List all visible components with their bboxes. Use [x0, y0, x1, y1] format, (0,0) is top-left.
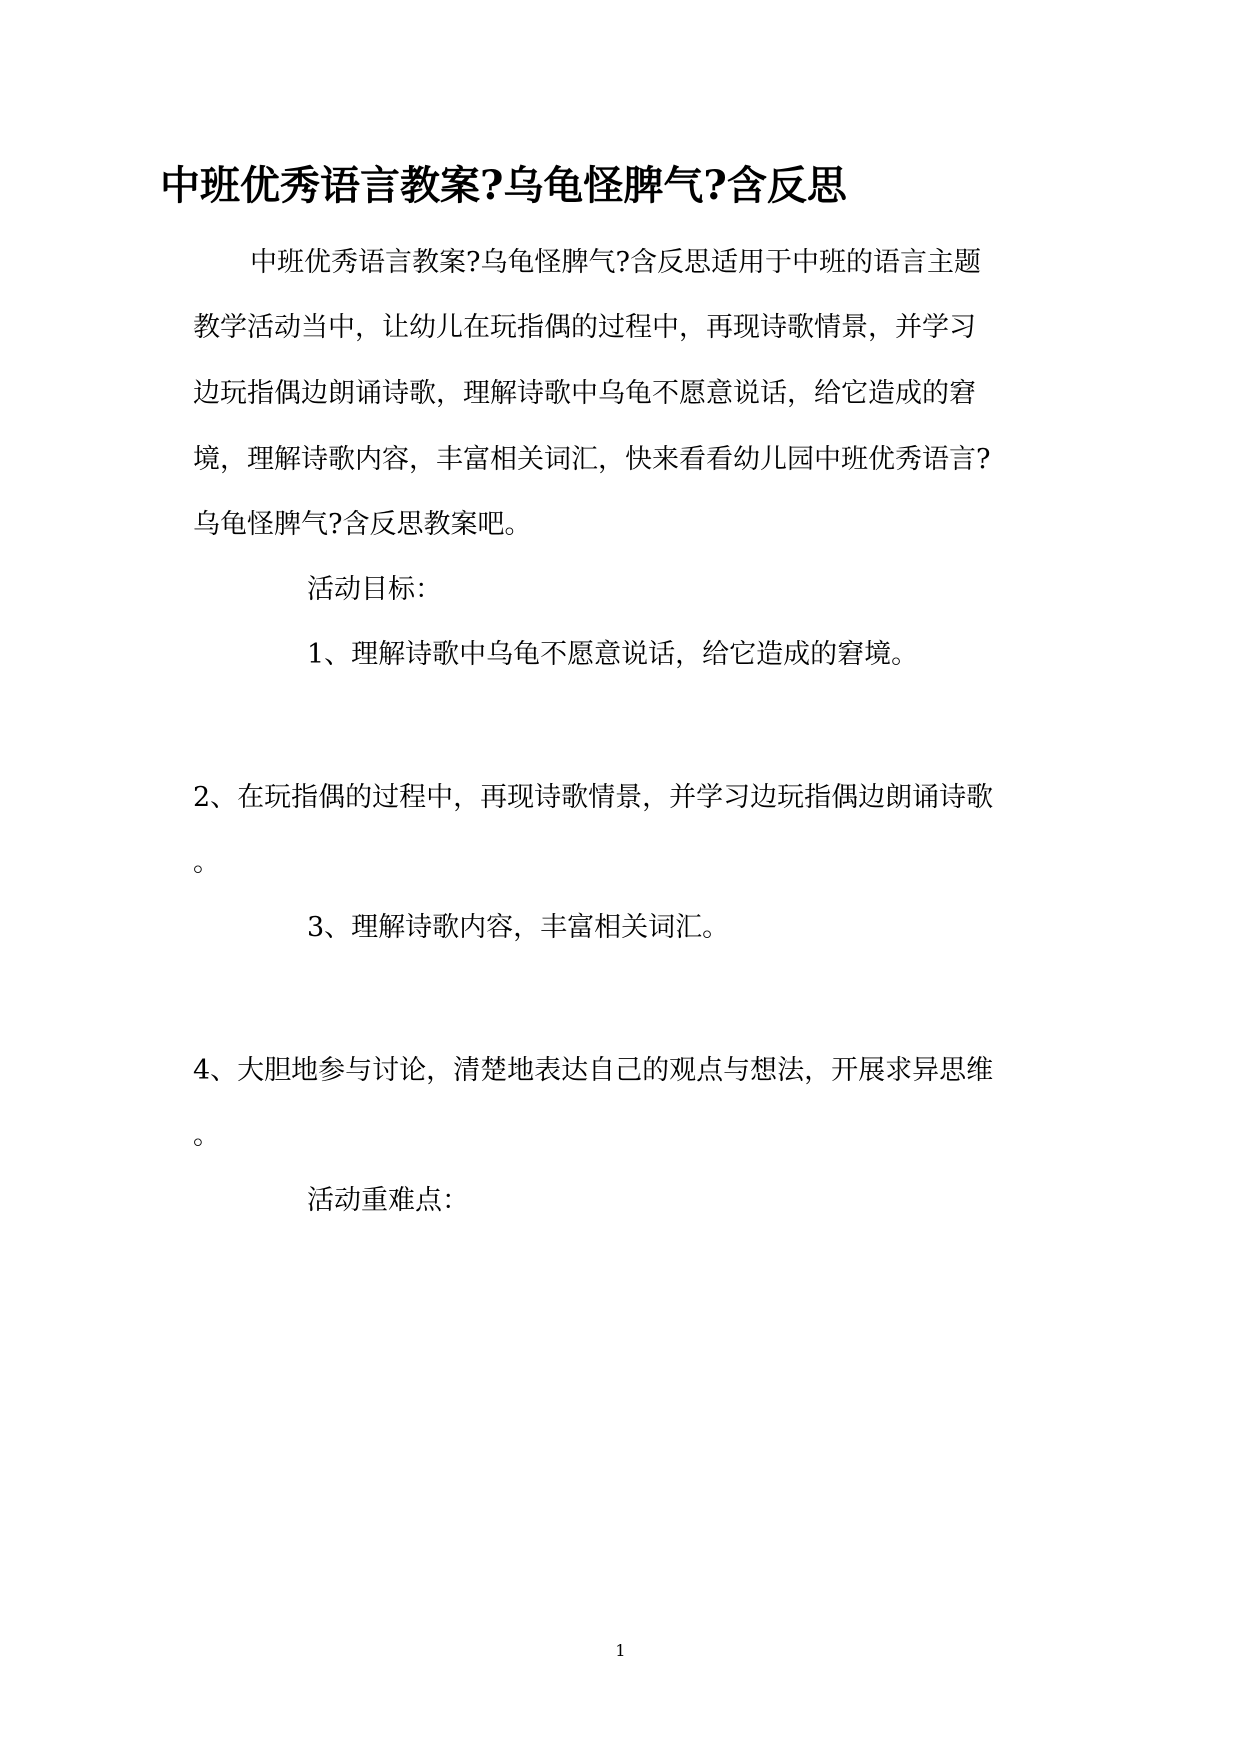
document-title: 中班优秀语言教案?乌龟怪脾气?含反思: [160, 162, 847, 209]
key-points-heading: 活动重难点：: [307, 1185, 469, 1216]
goal-2-line-1: 2、在玩指偶的过程中，再现诗歌情景，并学习边玩指偶边朗诵诗歌: [193, 782, 994, 813]
intro-line-2: 教学活动当中，让幼儿在玩指偶的过程中，再现诗歌情景，并学习: [193, 312, 976, 343]
goal-4-line-1: 4、大胆地参与讨论，清楚地表达自己的观点与想法，开展求异思维: [193, 1055, 994, 1086]
intro-line-1: 中班优秀语言教案?乌龟怪脾气?含反思适用于中班的语言主题: [250, 247, 981, 278]
goals-heading: 活动目标：: [307, 574, 442, 605]
intro-line-3: 边玩指偶边朗诵诗歌，理解诗歌中乌龟不愿意说话，给它造成的窘: [193, 378, 976, 409]
goal-1: 1、理解诗歌中乌龟不愿意说话，给它造成的窘境。: [307, 639, 919, 670]
intro-line-5: 乌龟怪脾气?含反思教案吧。: [193, 509, 532, 540]
goal-4-line-2: 。: [193, 1120, 220, 1151]
goal-2-line-2: 。: [193, 847, 220, 878]
intro-line-4: 境，理解诗歌内容，丰富相关词汇，快来看看幼儿园中班优秀语言?: [193, 444, 991, 475]
page-number: 1: [615, 1641, 626, 1660]
goal-3: 3、理解诗歌内容，丰富相关词汇。: [307, 912, 730, 943]
